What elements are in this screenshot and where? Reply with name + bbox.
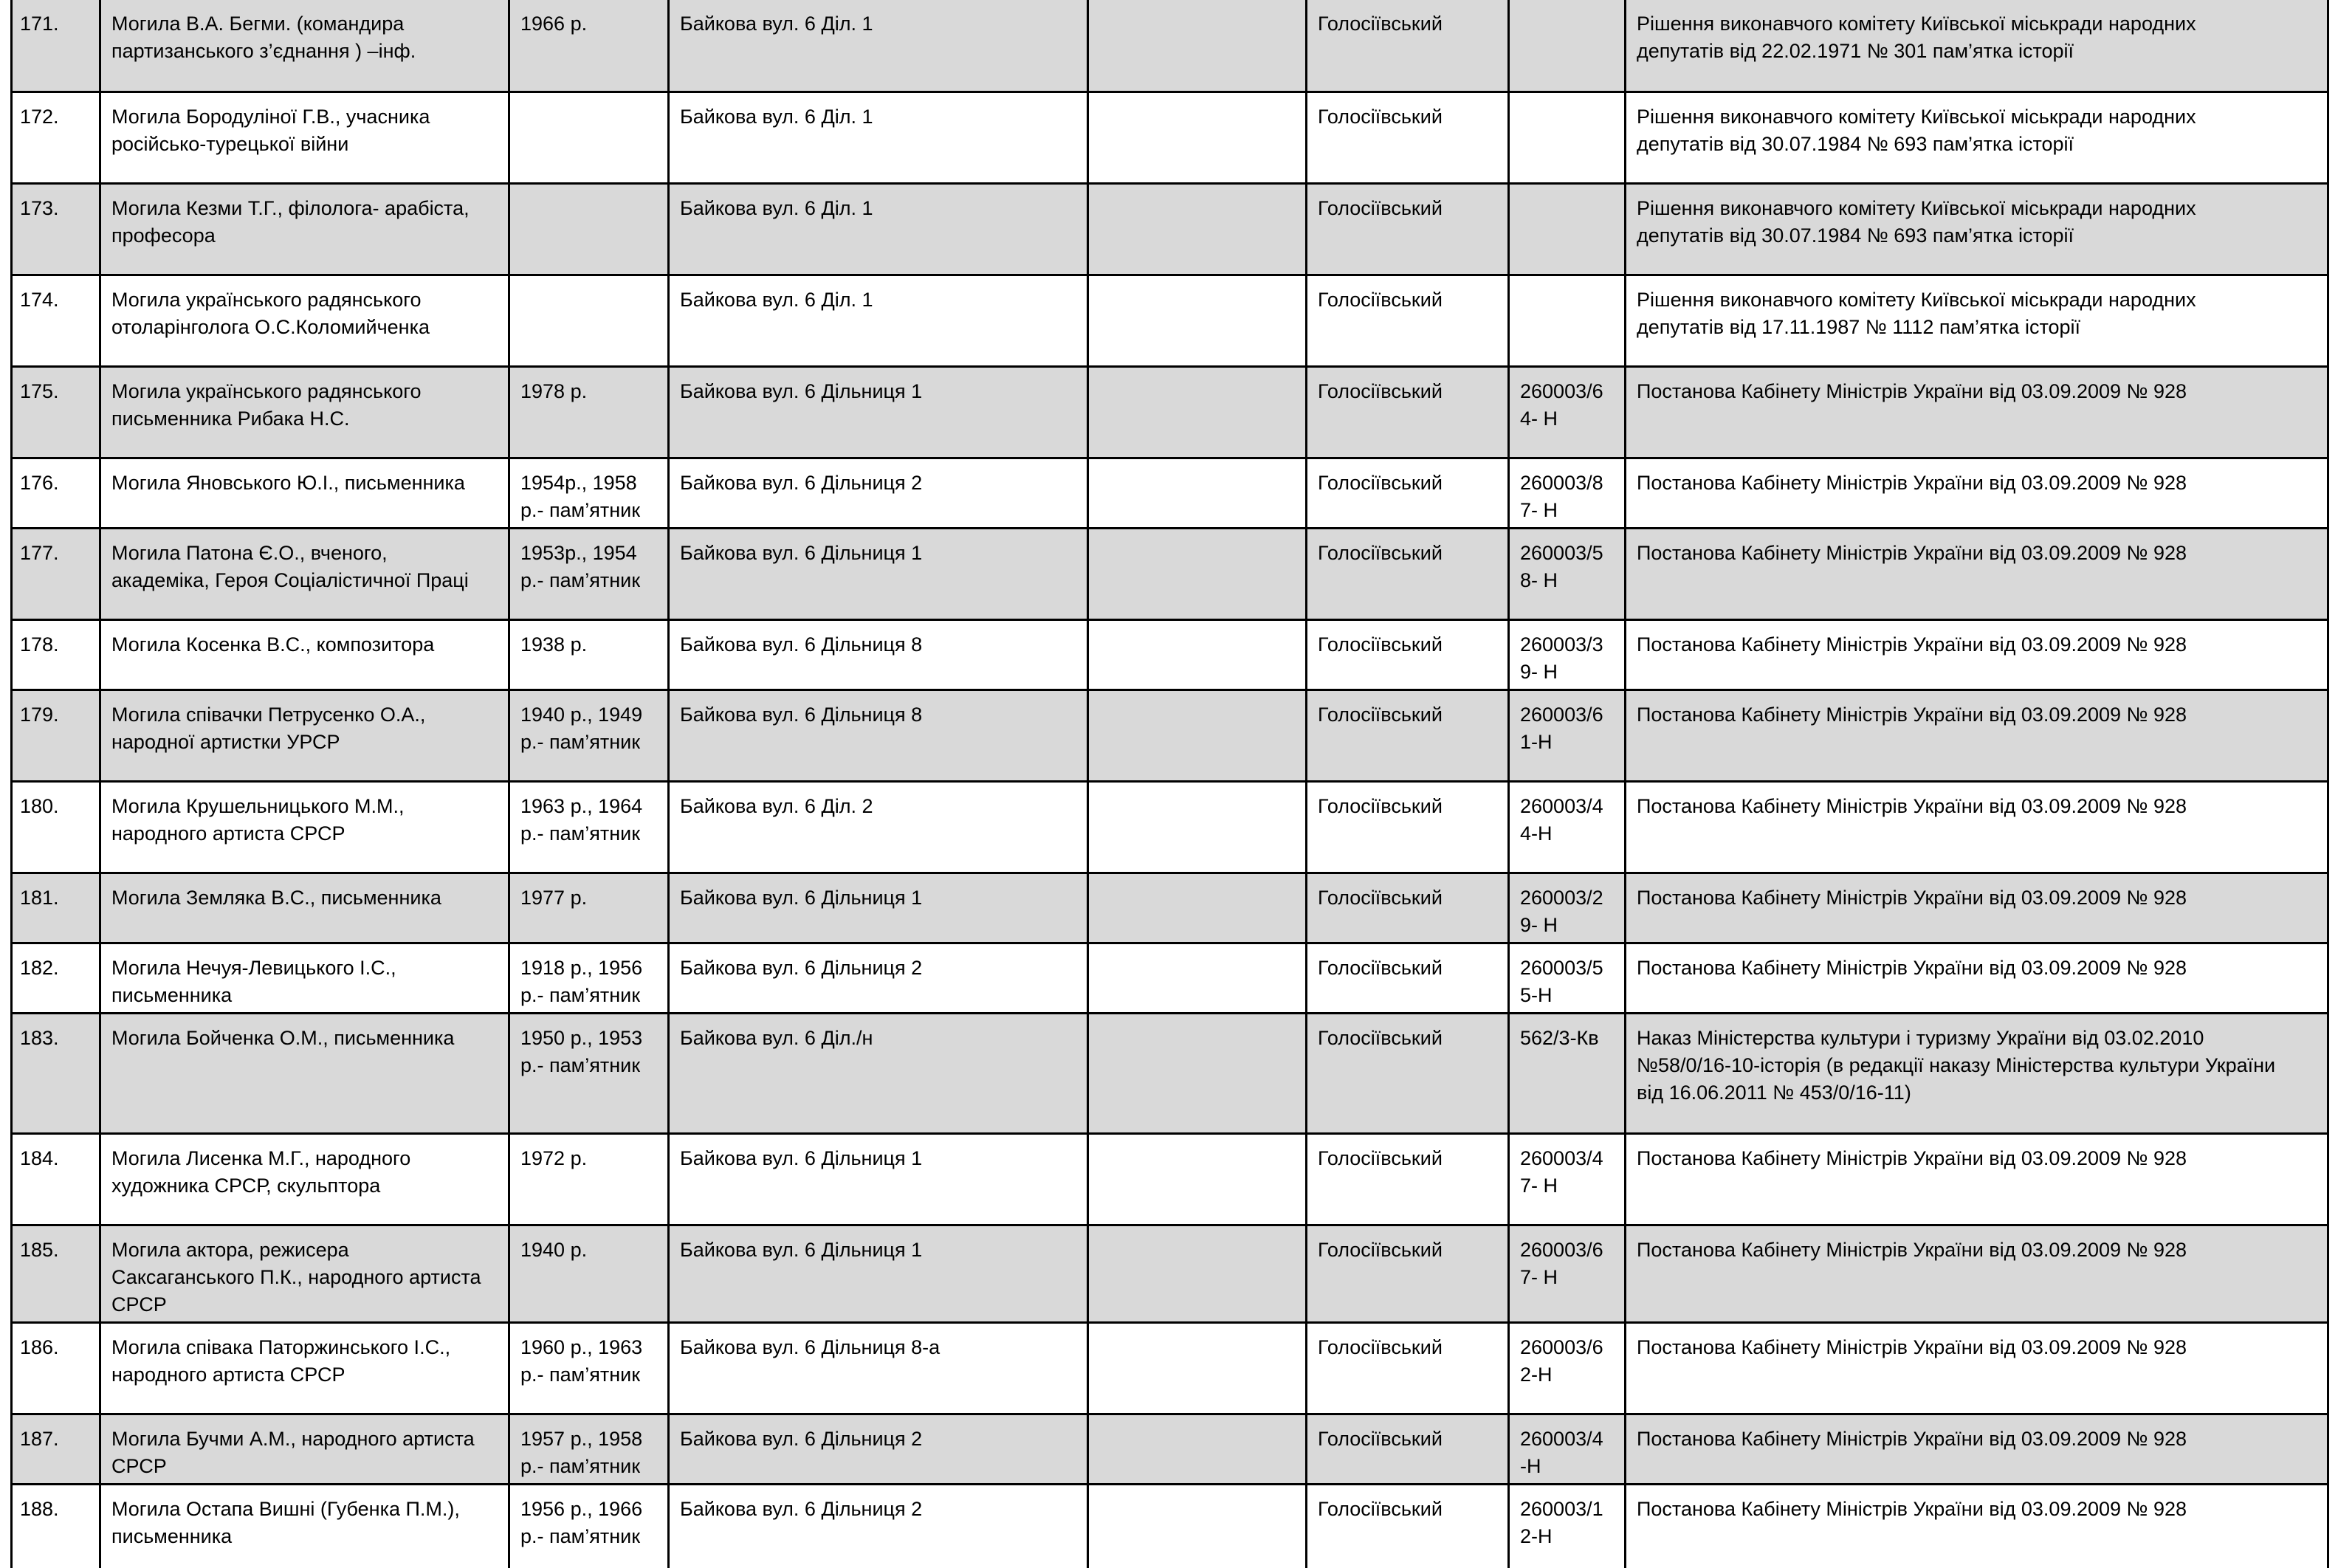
date-cell: 1953р., 1954 р.- пам’ятник <box>509 528 669 619</box>
address-cell: Байкова вул. 6 Діл. 2 <box>669 781 1088 873</box>
row-number-cell: 177. <box>12 528 100 619</box>
table-row <box>12 1013 2328 1133</box>
monument-name-cell: Могила українського радянського письменника Рибака Н.С. <box>100 366 509 458</box>
table-row <box>12 943 2328 1013</box>
address-cell: Байкова вул. 6 Дільниця 1 <box>669 873 1088 943</box>
empty-cell <box>1088 0 1307 92</box>
monument-name-cell: Могила актора, режисера Саксаганського П.К., народного артиста СРСР <box>100 1225 509 1322</box>
date-cell: 1977 р. <box>509 873 669 943</box>
district-cell: Голосіївський <box>1307 1414 1509 1484</box>
legal-document-cell: Постанова Кабінету Міністрів України від 03.09.2009 № 928 <box>1626 1225 2328 1322</box>
row-number-cell: 180. <box>12 781 100 873</box>
empty-cell <box>1088 458 1307 528</box>
monument-name-cell: Могила Остапа Вишні (Губенка П.М.), письменника <box>100 1484 509 1568</box>
monument-name-cell: Могила українського радянського отоларінголога О.С.Коломийченка <box>100 275 509 366</box>
monument-name-cell: Могила В.А. Бегми. (командира партизанського з’єднання ) –інф. <box>100 0 509 92</box>
monuments-table <box>10 0 2329 1568</box>
legal-document-cell: Постанова Кабінету Міністрів України від 03.09.2009 № 928 <box>1626 1322 2328 1414</box>
table-row <box>12 458 2328 528</box>
legal-document-cell: Рішення виконавчого комітету Київської міськради народних депутатів від 30.07.1984 № 693 пам’ятка історії <box>1626 183 2328 275</box>
monument-name-cell: Могила Бойченка О.М., письменника <box>100 1013 509 1133</box>
table-row <box>12 366 2328 458</box>
row-number-cell: 176. <box>12 458 100 528</box>
legal-document-cell: Постанова Кабінету Міністрів України від 03.09.2009 № 928 <box>1626 1133 2328 1225</box>
date-cell <box>509 275 669 366</box>
empty-cell <box>1088 528 1307 619</box>
monument-name-cell: Могила Кезми Т.Г., філолога- арабіста, професора <box>100 183 509 275</box>
legal-document-cell: Постанова Кабінету Міністрів України від 03.09.2009 № 928 <box>1626 458 2328 528</box>
address-cell: Байкова вул. 6 Діл. 1 <box>669 92 1088 183</box>
empty-cell <box>1088 943 1307 1013</box>
legal-document-cell: Рішення виконавчого комітету Київської міськради народних депутатів від 30.07.1984 № 693 пам’ятка історії <box>1626 92 2328 183</box>
monument-name-cell: Могила Бучми А.М., народного артиста СРСР <box>100 1414 509 1484</box>
address-cell: Байкова вул. 6 Дільниця 8 <box>669 619 1088 690</box>
monument-name-cell: Могила співака Паторжинського І.С., народного артиста СРСР <box>100 1322 509 1414</box>
date-cell: 1940 р. <box>509 1225 669 1322</box>
registry-code-cell <box>1509 0 1626 92</box>
empty-cell <box>1088 1484 1307 1568</box>
district-cell: Голосіївський <box>1307 275 1509 366</box>
table-row <box>12 873 2328 943</box>
row-number-cell: 187. <box>12 1414 100 1484</box>
row-number-cell: 171. <box>12 0 100 92</box>
row-number-cell: 174. <box>12 275 100 366</box>
empty-cell <box>1088 1133 1307 1225</box>
legal-document-cell: Наказ Міністерства культури і туризму України від 03.02.2010 №58/0/16-10-історія (в редакції наказу Міністерства культури України від 16.06.2011 № 453/0/16-11) <box>1626 1013 2328 1133</box>
table-row <box>12 92 2328 183</box>
registry-code-cell: 260003/5 8- Н <box>1509 528 1626 619</box>
row-number-cell: 178. <box>12 619 100 690</box>
row-number-cell: 182. <box>12 943 100 1013</box>
legal-document-cell: Постанова Кабінету Міністрів України від 03.09.2009 № 928 <box>1626 943 2328 1013</box>
date-cell: 1963 р., 1964 р.- пам’ятник <box>509 781 669 873</box>
registry-code-cell: 260003/4 7- Н <box>1509 1133 1626 1225</box>
district-cell: Голосіївський <box>1307 781 1509 873</box>
row-number-cell: 184. <box>12 1133 100 1225</box>
registry-code-cell: 260003/5 5-Н <box>1509 943 1626 1013</box>
empty-cell <box>1088 366 1307 458</box>
date-cell <box>509 183 669 275</box>
date-cell: 1954р., 1958 р.- пам’ятник <box>509 458 669 528</box>
date-cell: 1978 р. <box>509 366 669 458</box>
empty-cell <box>1088 92 1307 183</box>
monument-name-cell: Могила Земляка В.С., письменника <box>100 873 509 943</box>
table-row <box>12 1484 2328 1568</box>
address-cell: Байкова вул. 6 Дільниця 1 <box>669 366 1088 458</box>
table-row <box>12 1225 2328 1322</box>
date-cell: 1956 р., 1966 р.- пам’ятник <box>509 1484 669 1568</box>
legal-document-cell: Постанова Кабінету Міністрів України від 03.09.2009 № 928 <box>1626 781 2328 873</box>
date-cell: 1918 р., 1956 р.- пам’ятник <box>509 943 669 1013</box>
legal-document-cell: Постанова Кабінету Міністрів України від 03.09.2009 № 928 <box>1626 1414 2328 1484</box>
table-row <box>12 1414 2328 1484</box>
address-cell: Байкова вул. 6 Діл. 1 <box>669 275 1088 366</box>
row-number-cell: 183. <box>12 1013 100 1133</box>
date-cell: 1950 р., 1953 р.- пам’ятник <box>509 1013 669 1133</box>
legal-document-cell: Постанова Кабінету Міністрів України від 03.09.2009 № 928 <box>1626 366 2328 458</box>
row-number-cell: 186. <box>12 1322 100 1414</box>
address-cell: Байкова вул. 6 Дільниця 1 <box>669 528 1088 619</box>
legal-document-cell: Постанова Кабінету Міністрів України від 03.09.2009 № 928 <box>1626 873 2328 943</box>
district-cell: Голосіївський <box>1307 183 1509 275</box>
address-cell: Байкова вул. 6 Діл./н <box>669 1013 1088 1133</box>
empty-cell <box>1088 619 1307 690</box>
table-row <box>12 275 2328 366</box>
row-number-cell: 185. <box>12 1225 100 1322</box>
empty-cell <box>1088 1013 1307 1133</box>
registry-code-cell: 562/3-Кв <box>1509 1013 1626 1133</box>
address-cell: Байкова вул. 6 Дільниця 2 <box>669 1484 1088 1568</box>
row-number-cell: 173. <box>12 183 100 275</box>
empty-cell <box>1088 275 1307 366</box>
table-body <box>12 0 2328 1568</box>
date-cell <box>509 92 669 183</box>
legal-document-cell: Постанова Кабінету Міністрів України від 03.09.2009 № 928 <box>1626 1484 2328 1568</box>
address-cell: Байкова вул. 6 Дільниця 2 <box>669 1414 1088 1484</box>
district-cell: Голосіївський <box>1307 458 1509 528</box>
address-cell: Байкова вул. 6 Дільниця 2 <box>669 943 1088 1013</box>
district-cell: Голосіївський <box>1307 690 1509 781</box>
table-row <box>12 1133 2328 1225</box>
row-number-cell: 172. <box>12 92 100 183</box>
district-cell: Голосіївський <box>1307 619 1509 690</box>
table-row <box>12 619 2328 690</box>
legal-document-cell: Постанова Кабінету Міністрів України від 03.09.2009 № 928 <box>1626 528 2328 619</box>
empty-cell <box>1088 1322 1307 1414</box>
district-cell: Голосіївський <box>1307 873 1509 943</box>
address-cell: Байкова вул. 6 Діл. 1 <box>669 183 1088 275</box>
address-cell: Байкова вул. 6 Дільниця 8-а <box>669 1322 1088 1414</box>
registry-code-cell: 260003/6 2-Н <box>1509 1322 1626 1414</box>
empty-cell <box>1088 690 1307 781</box>
empty-cell <box>1088 1414 1307 1484</box>
district-cell: Голосіївський <box>1307 1484 1509 1568</box>
date-cell: 1966 р. <box>509 0 669 92</box>
monument-name-cell: Могила Косенка В.С., композитора <box>100 619 509 690</box>
district-cell: Голосіївський <box>1307 1013 1509 1133</box>
registry-code-cell: 260003/3 9- Н <box>1509 619 1626 690</box>
district-cell: Голосіївський <box>1307 528 1509 619</box>
empty-cell <box>1088 873 1307 943</box>
registry-code-cell: 260003/2 9- Н <box>1509 873 1626 943</box>
registry-code-cell: 260003/4 -Н <box>1509 1414 1626 1484</box>
date-cell: 1938 р. <box>509 619 669 690</box>
monument-name-cell: Могила Нечуя-Левицького І.С., письменника <box>100 943 509 1013</box>
monument-name-cell: Могила Бородуліної Г.В., учасника російсько-турецької війни <box>100 92 509 183</box>
monument-name-cell: Могила Патона Є.О., вченого, академіка, Героя Соціалістичної Праці <box>100 528 509 619</box>
legal-document-cell: Постанова Кабінету Міністрів України від 03.09.2009 № 928 <box>1626 690 2328 781</box>
monument-name-cell: Могила Крушельницького М.М., народного артиста СРСР <box>100 781 509 873</box>
row-number-cell: 188. <box>12 1484 100 1568</box>
registry-code-cell: 260003/6 7- Н <box>1509 1225 1626 1322</box>
table-row <box>12 1322 2328 1414</box>
registry-code-cell <box>1509 183 1626 275</box>
registry-code-cell: 260003/4 4-Н <box>1509 781 1626 873</box>
legal-document-cell: Рішення виконавчого комітету Київської міськради народних депутатів від 22.02.1971 № 301 пам’ятка історії <box>1626 0 2328 92</box>
district-cell: Голосіївський <box>1307 366 1509 458</box>
table-row <box>12 0 2328 92</box>
registry-code-cell: 260003/6 1-Н <box>1509 690 1626 781</box>
empty-cell <box>1088 183 1307 275</box>
date-cell: 1957 р., 1958 р.- пам’ятник <box>509 1414 669 1484</box>
row-number-cell: 181. <box>12 873 100 943</box>
date-cell: 1972 р. <box>509 1133 669 1225</box>
address-cell: Байкова вул. 6 Дільниця 1 <box>669 1133 1088 1225</box>
empty-cell <box>1088 781 1307 873</box>
district-cell: Голосіївський <box>1307 943 1509 1013</box>
registry-code-cell: 260003/1 2-Н <box>1509 1484 1626 1568</box>
registry-code-cell: 260003/6 4- Н <box>1509 366 1626 458</box>
row-number-cell: 175. <box>12 366 100 458</box>
legal-document-cell: Рішення виконавчого комітету Київської міськради народних депутатів від 17.11.1987 № 1112 пам’ятка історії <box>1626 275 2328 366</box>
empty-cell <box>1088 1225 1307 1322</box>
district-cell: Голосіївський <box>1307 92 1509 183</box>
row-number-cell: 179. <box>12 690 100 781</box>
table-row <box>12 690 2328 781</box>
date-cell: 1960 р., 1963 р.- пам’ятник <box>509 1322 669 1414</box>
monument-name-cell: Могила Яновського Ю.І., письменника <box>100 458 509 528</box>
monument-name-cell: Могила Лисенка М.Г., народного художника СРСР, скульптора <box>100 1133 509 1225</box>
address-cell: Байкова вул. 6 Дільниця 1 <box>669 1225 1088 1322</box>
registry-code-cell: 260003/8 7- Н <box>1509 458 1626 528</box>
district-cell: Голосіївський <box>1307 1133 1509 1225</box>
date-cell: 1940 р., 1949 р.- пам’ятник <box>509 690 669 781</box>
district-cell: Голосіївський <box>1307 1225 1509 1322</box>
address-cell: Байкова вул. 6 Діл. 1 <box>669 0 1088 92</box>
address-cell: Байкова вул. 6 Дільниця 2 <box>669 458 1088 528</box>
table-row <box>12 781 2328 873</box>
table-row <box>12 528 2328 619</box>
table-row <box>12 183 2328 275</box>
legal-document-cell: Постанова Кабінету Міністрів України від 03.09.2009 № 928 <box>1626 619 2328 690</box>
district-cell: Голосіївський <box>1307 1322 1509 1414</box>
address-cell: Байкова вул. 6 Дільниця 8 <box>669 690 1088 781</box>
district-cell: Голосіївський <box>1307 0 1509 92</box>
monument-name-cell: Могила співачки Петрусенко О.А., народної артистки УРСР <box>100 690 509 781</box>
registry-code-cell <box>1509 92 1626 183</box>
registry-code-cell <box>1509 275 1626 366</box>
